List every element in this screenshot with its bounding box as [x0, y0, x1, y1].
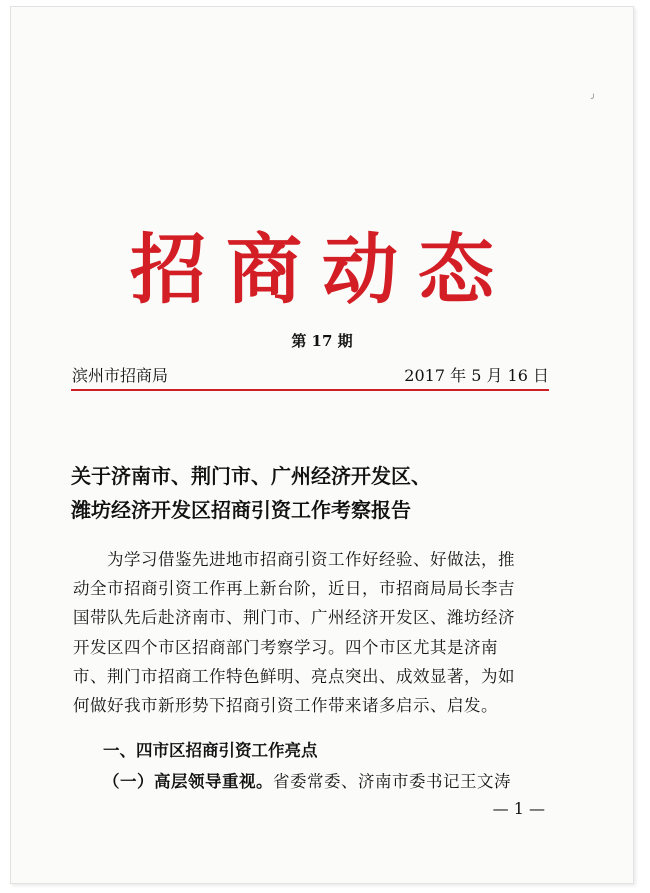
title-line: 潍坊经济开发区招商引资工作考察报告 — [71, 498, 411, 522]
title-line: 关于济南市、荆门市、广州经济开发区、 — [71, 464, 431, 488]
masthead-title: 招商动态 — [130, 225, 514, 314]
article-title — [71, 459, 571, 527]
document-page — [10, 6, 634, 884]
page-number: — 1 — — [492, 799, 545, 818]
paragraph-line: 市、荆门市招商工作特色鲜明、亮点突出、成效显著，为如 — [73, 666, 515, 686]
subsection-line — [103, 768, 563, 792]
article-paragraph — [73, 545, 553, 720]
paragraph-line: 动全市招商引资工作再上新台阶，近日，市招商局局长李吉 — [73, 579, 515, 599]
subsection-lead: （一）高层领导重视。 — [103, 772, 273, 791]
scan-mark: ╯ — [591, 94, 596, 103]
issue-number: 第 17 期 — [291, 332, 353, 350]
paragraph-line: 为学习借鉴先进地市招商引资工作好经验、好做法，推 — [107, 550, 515, 569]
paragraph-line: 开发区四个市区招商部门考察学习。四个市区尤其是济南 — [73, 637, 498, 657]
issuing-office: 滨州市招商局 — [72, 366, 169, 385]
issue-date: 2017 年 5 月 16 日 — [404, 366, 549, 385]
red-divider — [71, 389, 549, 391]
paragraph-line: 国带队先后赴济南市、荆门市、广州经济开发区、潍坊经济 — [73, 608, 515, 628]
subsection-text: 省委常委、济南市委书记王文涛 — [273, 772, 511, 791]
paragraph-line: 何做好我市新形势下招商引资工作带来诸多启示、启发。 — [73, 696, 498, 716]
section-heading: 一、四市区招商引资工作亮点 — [103, 741, 318, 760]
